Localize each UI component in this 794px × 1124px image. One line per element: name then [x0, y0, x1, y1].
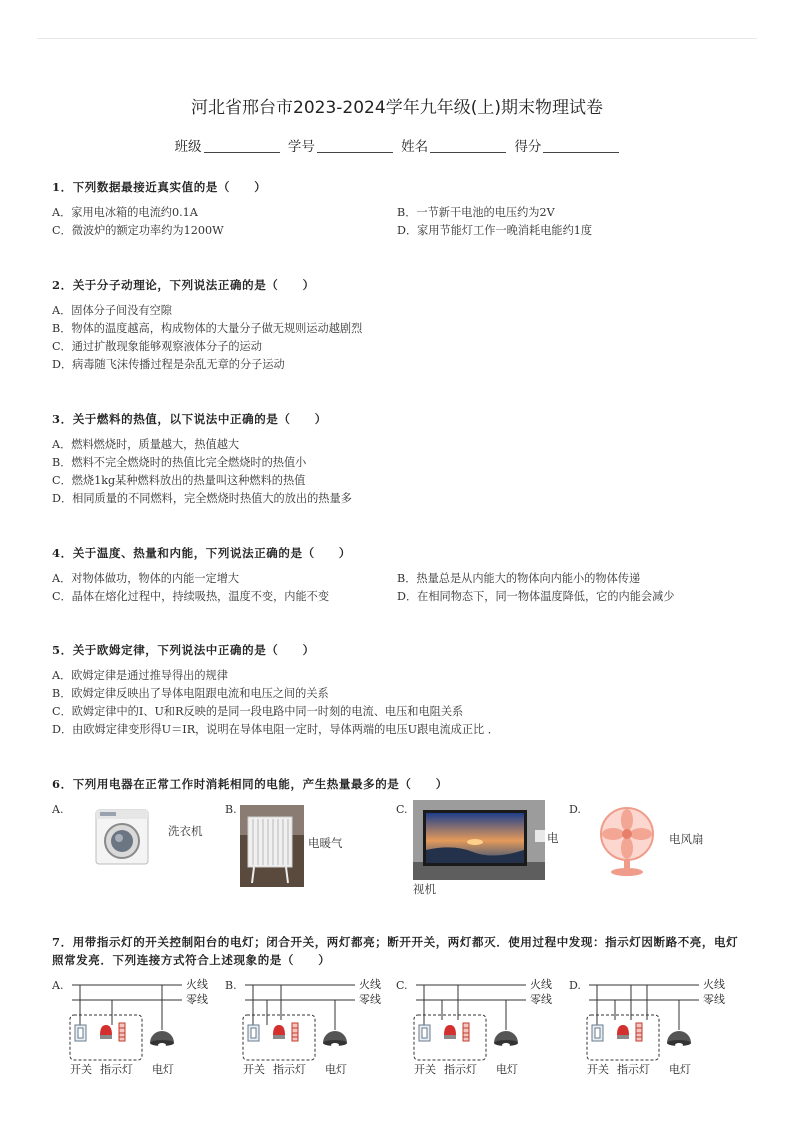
question-5-title: 5．关于欧姆定律，下列说法中正确的是（ ） — [52, 643, 315, 657]
q6-option-d-label: 电风扇 — [669, 832, 704, 846]
q1-option-b[interactable]: B．一节新干电池的电压约为2V — [397, 206, 555, 219]
page-title: 河北省邢台市2023-2024学年九年级(上)期末物理试卷 — [191, 98, 603, 118]
q3-option-d[interactable]: D．相同质量的不同燃料，完全燃烧时热值大的放出的热量多 — [52, 492, 352, 505]
lamp-icon — [494, 1031, 518, 1047]
neutral-wire-label: 零线 — [186, 993, 208, 1006]
q7-option-d[interactable] — [569, 975, 739, 1075]
q6-option-d-letter[interactable]: D. — [569, 803, 581, 816]
lamp-label: 电灯 — [325, 1063, 347, 1075]
q3-option-b[interactable]: B．燃料不完全燃烧时的热值比完全燃烧时的热值小 — [52, 456, 307, 469]
q2-option-d[interactable]: D．病毒随飞沫传播过程是杂乱无章的分子运动 — [52, 358, 285, 371]
q7-option-letter: D. — [569, 979, 581, 992]
question-7-title-line1: 7．用带指示灯的开关控制阳台的电灯；闭合开关，两灯都亮；断开开关，两灯都灭．使用过程中发现：指示灯因断路不亮，电灯 — [52, 935, 739, 949]
q4-option-b[interactable]: B．热量总是从内能大的物体向内能小的物体传递 — [397, 572, 641, 585]
q4-option-d[interactable]: D．在相同物态下，同一物体温度降低，它的内能会减少 — [397, 590, 675, 603]
switch-label: 开关 — [587, 1063, 609, 1075]
q6-option-a-letter[interactable]: A. — [52, 803, 64, 816]
electric-fan-image[interactable] — [597, 806, 657, 882]
fire-wire-label: 火线 — [359, 978, 381, 991]
question-4 — [52, 544, 742, 606]
q1-option-d[interactable]: D．家用节能灯工作一晚消耗电能约1度 — [397, 224, 593, 237]
question-5 — [52, 641, 742, 739]
class-label: 班级 — [174, 139, 202, 155]
top-rule — [37, 38, 757, 39]
question-7 — [52, 933, 752, 969]
q5-option-b[interactable]: B．欧姆定律反映出了导体电阻跟电流和电压之间的关系 — [52, 687, 329, 700]
lamp-label: 电灯 — [669, 1063, 691, 1075]
question-3-title: 3．关于燃料的热值，以下说法中正确的是（ ） — [52, 412, 327, 426]
q6-option-c-label-part1: 电 — [547, 831, 559, 845]
question-4-title: 4．关于温度、热量和内能，下列说法正确的是（ ） — [52, 546, 351, 560]
question-6-title: 6．下列用电器在正常工作时消耗相同的电能，产生热量最多的是（ ） — [52, 777, 448, 791]
q4-option-c[interactable]: C．晶体在熔化过程中，持续吸热，温度不变，内能不变 — [52, 590, 330, 603]
fire-wire-label: 火线 — [703, 978, 725, 991]
question-6 — [52, 775, 742, 793]
switch-label: 开关 — [243, 1063, 265, 1075]
switch-icon — [419, 1025, 430, 1041]
q7-option-letter: C. — [396, 979, 408, 992]
indicator-light-icon — [444, 1025, 456, 1039]
name-label: 姓名 — [401, 139, 429, 155]
q5-option-a[interactable]: A．欧姆定律是通过推导得出的规律 — [52, 669, 228, 682]
neutral-wire-label: 零线 — [359, 993, 381, 1006]
id-blank[interactable] — [317, 152, 393, 153]
score-label: 得分 — [514, 139, 542, 155]
q3-option-c[interactable]: C．燃烧1kg某种燃料放出的热量叫这种燃料的热值 — [52, 474, 306, 487]
q5-option-d[interactable]: D．由欧姆定律变形得U＝IR，说明在导体电阻一定时，导体两端的电压U跟电流成正比 ． — [52, 723, 499, 736]
question-1 — [52, 178, 742, 240]
q6-option-c-letter[interactable]: C. — [396, 803, 408, 816]
lamp-icon — [667, 1031, 691, 1047]
resistor-icon — [292, 1023, 298, 1041]
neutral-wire-label: 零线 — [530, 993, 552, 1006]
indicator-label: 指示灯 — [617, 1063, 650, 1075]
q7-option-letter: B. — [225, 979, 237, 992]
class-blank[interactable] — [204, 152, 280, 153]
q2-option-a[interactable]: A．固体分子间没有空隙 — [52, 304, 172, 317]
lamp-label: 电灯 — [152, 1063, 174, 1075]
q1-option-a[interactable]: A．家用电冰箱的电流约0.1A — [52, 206, 198, 219]
indicator-label: 指示灯 — [444, 1063, 477, 1075]
question-7-title-line2: 照常发亮．下列连接方式符合上述现象的是（ ） — [52, 953, 331, 967]
q4-option-a[interactable]: A．对物体做功，物体的内能一定增大 — [52, 572, 240, 585]
question-2 — [52, 276, 742, 374]
switch-icon — [248, 1025, 259, 1041]
washing-machine-image[interactable] — [92, 808, 152, 870]
indicator-light-icon — [617, 1025, 629, 1039]
indicator-light-icon — [100, 1025, 112, 1039]
neutral-wire-label: 零线 — [703, 993, 725, 1006]
switch-label: 开关 — [414, 1063, 436, 1075]
question-3 — [52, 410, 742, 508]
switch-icon — [592, 1025, 603, 1041]
indicator-label: 指示灯 — [273, 1063, 306, 1075]
circuit-diagram — [396, 975, 566, 1075]
student-info-line — [0, 135, 794, 155]
q2-option-c[interactable]: C．通过扩散现象能够观察液体分子的运动 — [52, 340, 262, 353]
q7-option-c[interactable] — [396, 975, 566, 1075]
q3-option-a[interactable]: A．燃料燃烧时，质量越大，热值越大 — [52, 438, 240, 451]
q7-option-letter: A. — [52, 979, 64, 992]
q6-option-a-label: 洗衣机 — [168, 824, 203, 838]
q2-option-b[interactable]: B．物体的温度越高，构成物体的大量分子做无规则运动越剧烈 — [52, 322, 363, 335]
fire-wire-label: 火线 — [186, 978, 208, 991]
q7-option-b[interactable] — [225, 975, 395, 1075]
switch-icon — [75, 1025, 86, 1041]
circuit-diagram — [225, 975, 395, 1075]
circuit-diagram — [52, 975, 222, 1075]
resistor-icon — [463, 1023, 469, 1041]
question-1-title: 1．下列数据最接近真实值的是（ ） — [52, 180, 267, 194]
electric-heater-image[interactable] — [240, 805, 304, 891]
q7-option-a[interactable] — [52, 975, 222, 1075]
name-blank[interactable] — [430, 152, 506, 153]
switch-label: 开关 — [70, 1063, 92, 1075]
q6-option-b-label: 电暖气 — [308, 836, 343, 850]
lamp-label: 电灯 — [496, 1063, 518, 1075]
indicator-label: 指示灯 — [100, 1063, 133, 1075]
lamp-icon — [323, 1031, 347, 1047]
television-image[interactable] — [413, 800, 545, 884]
score-blank[interactable] — [543, 152, 619, 153]
fire-wire-label: 火线 — [530, 978, 552, 991]
id-label: 学号 — [287, 139, 315, 155]
q6-option-b-letter[interactable]: B. — [225, 803, 237, 816]
lamp-icon — [150, 1031, 174, 1047]
q1-option-c[interactable]: C．微波炉的额定功率约为1200W — [52, 224, 224, 237]
question-2-title: 2．关于分子动理论，下列说法正确的是（ ） — [52, 278, 315, 292]
resistor-icon — [636, 1023, 642, 1041]
resistor-icon — [119, 1023, 125, 1041]
q6-option-c-label-part2: 视机 — [413, 882, 436, 896]
q5-option-c[interactable]: C．欧姆定律中的I、U和R反映的是同一段电路中同一时刻的电流、电压和电阻关系 — [52, 705, 464, 718]
indicator-light-icon — [273, 1025, 285, 1039]
circuit-diagram — [569, 975, 739, 1075]
